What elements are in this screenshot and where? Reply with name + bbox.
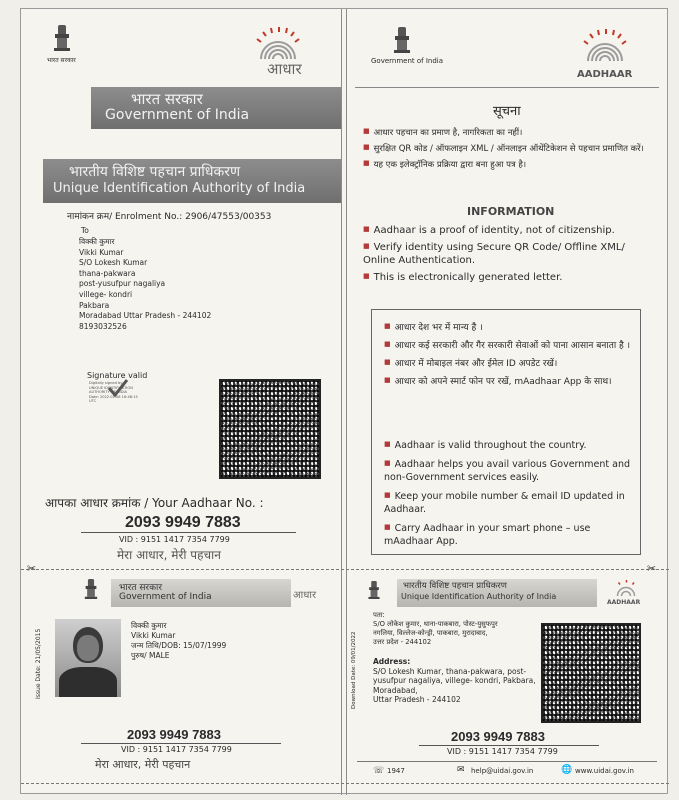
notice-english-item: ■ Aadhaar is a proof of identity, not of citizenship.: [363, 223, 659, 238]
qr-code-letter: [219, 379, 321, 479]
card-issue-date: Issue Date: 21/05/2015: [35, 628, 42, 699]
notice-hindi-item: ■ सुरक्षित QR कोड / ऑफलाइन XML / ऑनलाइन ऑथेंटिकेशन से पहचान प्रमाणित करें।: [363, 141, 653, 155]
notice-english-item: ■ This is electronically generated letter.: [363, 270, 659, 285]
tagline: मेरा आधार, मेरी पहचान: [117, 548, 221, 562]
right-header-rule: [355, 87, 659, 88]
card-name-english: Vikki Kumar: [131, 631, 176, 640]
address-line: thana-pakwara: [79, 268, 136, 278]
info-box-english-item: ■ Carry Aadhaar in your smart phone – use mAadhaar App.: [384, 521, 632, 548]
card-front-underline: [81, 743, 281, 744]
address-to: To: [81, 226, 89, 235]
help-email: help@uidai.gov.in: [471, 767, 534, 775]
card-uidai-english: Unique Identification Authority of India: [401, 592, 557, 601]
notice-english-item: ■ Verify identity using Secure QR Code/ Offline XML/ Online Authentication.: [363, 240, 659, 268]
info-box-hindi-item: ■ आधार देश भर में मान्य है ।: [384, 320, 632, 334]
center-divider-2: [346, 9, 347, 795]
card-dob: जन्म तिथि/DOB: 15/07/1999: [131, 641, 227, 650]
notice-english-title: INFORMATION: [467, 205, 555, 218]
aadhaar-fingerprint-logo-icon: [577, 27, 633, 67]
card-photo: [55, 619, 121, 697]
address-line: post-yusufpur nagaliya: [79, 279, 166, 289]
signature-details: Digitally signed by UNIQUE IDENTIFICATION AUTHORITY OF INDIA Date: 2022.01.08 16:46:15 UTC: [89, 381, 138, 403]
address-line: S/O Lokesh Kumar: [79, 258, 148, 268]
aadhaar-english-logo-text: AADHAAR: [577, 69, 633, 80]
aadhaar-hindi-logo-text: आधार: [267, 60, 302, 78]
national-emblem-icon: [365, 579, 383, 601]
center-divider: [341, 9, 342, 795]
government-hindi: भारत सरकार: [131, 90, 203, 108]
signature-valid-label: Signature valid: [87, 371, 148, 380]
info-box-hindi-list: [384, 320, 632, 388]
aadhaar-number: 2093 9949 7883: [125, 514, 241, 531]
scissor-icon: ✂: [27, 562, 37, 575]
card-download-date: Download Date: 09/01/2022: [351, 631, 357, 709]
card-front-vid: VID : 9151 1417 7354 7799: [121, 745, 232, 754]
card-back-vid: VID : 9151 1417 7354 7799: [447, 747, 558, 756]
card-back-footer-rule: [357, 761, 657, 762]
aadhaar-letter-sheet: [20, 8, 668, 794]
phone-icon: ☏: [373, 766, 385, 776]
address-line: Vikki Kumar: [79, 247, 124, 257]
notice-english-list: [363, 223, 659, 284]
your-aadhaar-label: आपका आधार क्रमांक / Your Aadhaar No. :: [45, 496, 264, 510]
uidai-english: Unique Identification Authority of India: [53, 181, 306, 196]
info-box-hindi-item: ■ आधार कई सरकारी और गैर सरकारी सेवाओं को पाना आसान बनाता है ।: [384, 338, 632, 352]
card-name-hindi: विक्की कुमार: [131, 621, 167, 630]
address-line: विक्की कुमार: [79, 237, 115, 246]
government-english: Government of India: [105, 107, 250, 123]
address-block: [79, 237, 211, 332]
info-box-english-list: [384, 438, 632, 548]
globe-icon: 🌐: [561, 765, 573, 775]
card-front-details: [131, 621, 226, 661]
emblem-caption: भारत सरकार: [47, 57, 76, 64]
bottom-cut-line: [21, 783, 669, 784]
card-back-underline: [419, 745, 599, 746]
helpline-number: 1947: [387, 767, 405, 775]
cut-line: [21, 569, 669, 570]
card-front-number: 2093 9949 7883: [127, 727, 221, 742]
info-box-english-item: ■ Aadhaar is valid throughout the country.: [384, 438, 632, 452]
address-label-english: Address:: [373, 657, 411, 666]
photo-face: [77, 635, 99, 661]
enrolment-number: नामांकन क्रम/ Enrolment No.: 2906/47553/00353: [67, 212, 272, 222]
scissor-icon: ✂: [647, 562, 657, 575]
address-label-hindi: पता:: [373, 611, 385, 619]
emblem-caption-right: Government of India: [371, 57, 444, 65]
notice-hindi-item: ■ आधार पहचान का प्रमाण है, नागरिकता का नहीं।: [363, 125, 653, 139]
info-box-english-item: ■ Aadhaar helps you avail various Government and non-Government services easily.: [384, 457, 632, 484]
email-icon: ✉: [457, 765, 465, 775]
photo-body: [59, 667, 117, 697]
government-band: [91, 87, 341, 129]
card-uidai-hindi: भारतीय विशिष्ट पहचान प्राधिकरण: [403, 581, 507, 591]
aadhaar-number-underline: [81, 532, 296, 533]
vid-number: VID : 9151 1417 7354 7799: [119, 535, 230, 544]
website: www.uidai.gov.in: [575, 767, 634, 775]
card-back-aadhaar-label: AADHAAR: [607, 599, 641, 606]
address-line: villege- kondri: [79, 289, 133, 299]
qr-code-card: [541, 623, 641, 723]
national-emblem-icon: [49, 23, 75, 53]
card-back-footer: [371, 765, 661, 779]
card-gov-hindi: भारत सरकार: [119, 583, 163, 593]
info-box: [371, 309, 641, 555]
national-emblem-icon: [389, 25, 415, 55]
notice-hindi-list: [363, 125, 653, 171]
card-gender: पुरुष/ MALE: [131, 651, 170, 660]
info-box-hindi-item: ■ आधार में मोबाइल नंबर और ईमेल ID अपडेट रखें।: [384, 356, 632, 370]
uidai-hindi: भारतीय विशिष्ट पहचान प्राधिकरण: [69, 164, 241, 180]
uidai-band: [43, 159, 341, 203]
info-box-english-item: ■ Keep your mobile number & email ID updated in Aadhaar.: [384, 489, 632, 516]
card-aadhaar-hindi: आधार: [293, 590, 317, 601]
card-front-band: [111, 579, 291, 607]
notice-hindi-title: सूचना: [493, 104, 521, 119]
card-back-band: [397, 579, 597, 607]
address-line: 8193032526: [79, 321, 127, 331]
card-back-address-english: Address: S/O Lokesh Kumar, thana-pakwara, post- yusufpur nagaliya, villege- kondri, Pakbara, Moradabad, Uttar Pradesh - 244102: [373, 657, 548, 705]
card-back-number: 2093 9949 7883: [451, 729, 545, 744]
card-gov-english: Government of India: [119, 592, 212, 602]
card-back-address-hindi: पता: S/O लोकेश कुमार, थाना-पाकबारा, पोस्ट-युसुफपुर नगलिया, विल्लेज-कोन्ड्री, पाकबारा, मुरादाबाद, उत्तर प्रदेश - 244102: [373, 611, 543, 647]
address-line: Pakbara: [79, 300, 110, 310]
address-line: Moradabad Uttar Pradesh - 244102: [79, 311, 212, 321]
card-front-tagline: मेरा आधार, मेरी पहचान: [95, 758, 191, 771]
info-box-hindi-item: ■ आधार को अपने स्मार्ट फोन पर रखें, mAadhaar App के साथ।: [384, 374, 632, 388]
signature-check-icon: [107, 377, 129, 399]
national-emblem-icon: [81, 577, 101, 601]
notice-hindi-item: ■ यह एक इलेक्ट्रॉनिक प्रक्रिया द्वारा बना हुआ पत्र है।: [363, 157, 653, 171]
aadhaar-fingerprint-logo-icon: [611, 579, 641, 599]
